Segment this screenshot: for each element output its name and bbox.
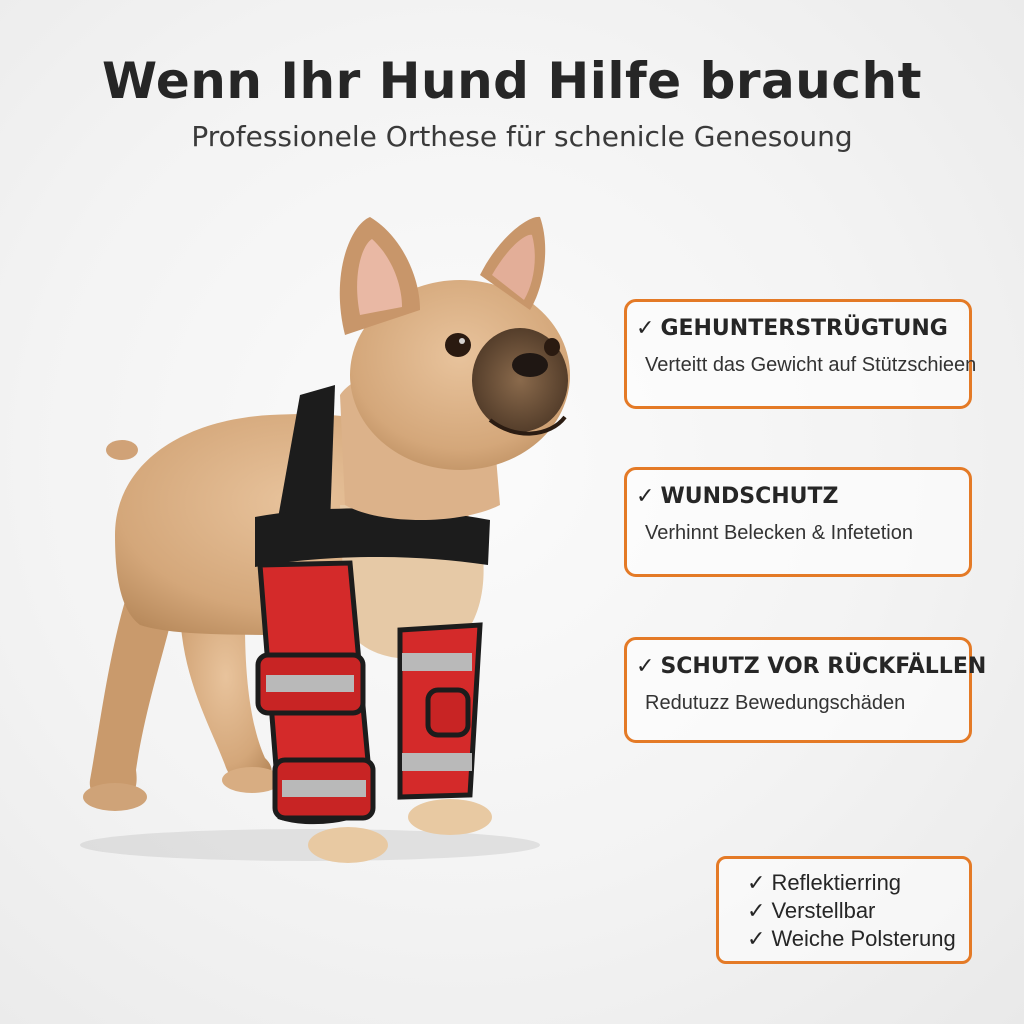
feature-card-relapse-protection <box>624 637 987 743</box>
front-leg-brace-right <box>400 625 492 835</box>
page-subtitle: Professionele Orthese für schenicle Genesoung <box>191 120 853 153</box>
feature-card-wound-protection <box>624 467 972 577</box>
reflective-strip-right-upper <box>402 653 472 671</box>
dog-eye-far <box>544 338 560 356</box>
checkmark-icon: ✓ <box>747 870 766 895</box>
extras-item-adjustable: ✓ Verstellbar <box>747 898 876 923</box>
feature-description: Redutuzz Bewedungschäden <box>645 692 906 714</box>
extras-item-padding: ✓ Weiche Polsterung <box>747 926 956 951</box>
checkmark-icon: ✓ <box>636 654 655 679</box>
dog-nose <box>512 353 548 377</box>
extras-list <box>747 869 956 953</box>
checkmark-icon: ✓ <box>636 316 655 341</box>
extras-card <box>716 856 972 964</box>
reflective-strip-upper <box>266 675 354 692</box>
feature-description: Verteitt das Gewicht auf Stützschieen <box>645 354 977 376</box>
front-paw-left <box>308 827 388 863</box>
feature-card-gait-support <box>624 299 977 409</box>
reflective-strip-right-lower <box>402 753 472 771</box>
feature-title: ✓ SCHUTZ VOR RÜCKFÄLLEN <box>636 654 987 679</box>
dog-orthosis-illustration <box>60 205 590 885</box>
checkmark-icon: ✓ <box>636 484 655 509</box>
front-paw-right <box>408 799 492 835</box>
feature-title: ✓ GEHUNTERSTRÜGTUNG <box>636 316 948 341</box>
dog-eye-highlight <box>459 338 465 344</box>
reflective-strip-lower <box>282 780 366 797</box>
hind-paw-rear <box>83 783 147 811</box>
checkmark-icon: ✓ <box>747 898 766 923</box>
checkmark-icon: ✓ <box>747 926 766 951</box>
page-title: Wenn Ihr Hund Hilfe braucht <box>102 52 922 110</box>
extras-item-reflective: ✓ Reflektierring <box>747 870 902 895</box>
dog-tail <box>106 440 138 460</box>
dog-eye <box>445 333 471 357</box>
velcro-tab-right <box>428 690 468 735</box>
feature-title: ✓ WUNDSCHUTZ <box>636 484 839 509</box>
feature-description: Verhinnt Belecken & Infetetion <box>645 522 913 544</box>
